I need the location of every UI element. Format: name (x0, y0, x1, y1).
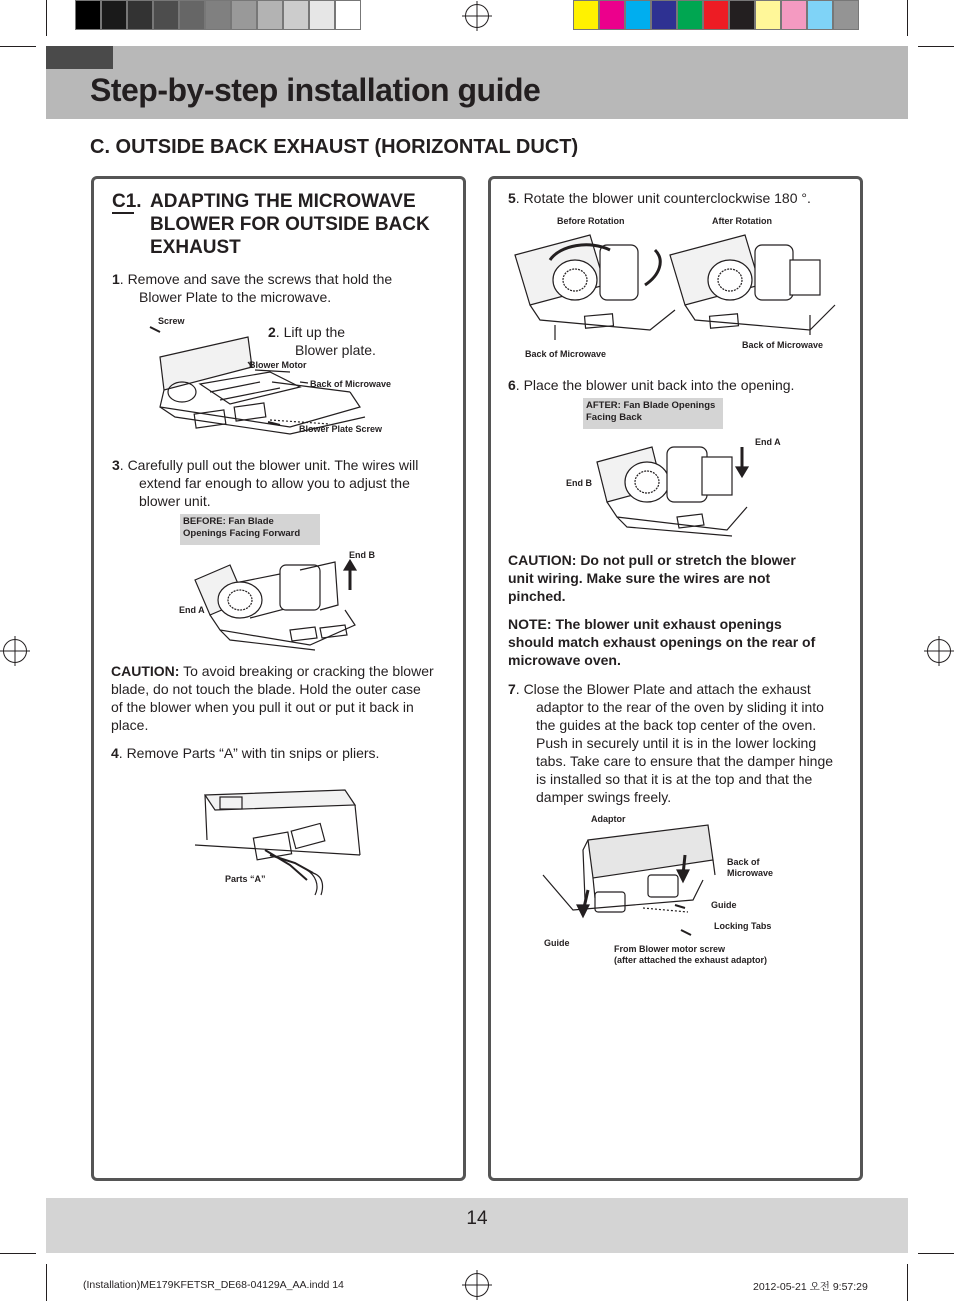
label-back-of-microwave: Back of Microwave (310, 379, 392, 389)
label-back-of-microwave-adaptor: Back of Microwave (727, 857, 774, 878)
caution-text: CAUTION: To avoid breaking or cracking the blower blade, do not touch the blade. Hold the outer case of the blower when you pull it out or put it back in place. (111, 663, 434, 733)
tag-after: AFTER: Fan Blade Openings Facing Back (583, 398, 723, 429)
label-guide-left: Guide (544, 938, 570, 948)
label-adaptor: Adaptor (591, 814, 626, 824)
color-swatch (257, 0, 283, 30)
tag-before: BEFORE: Fan Blade Openings Facing Forward (180, 514, 320, 545)
c1-title: ADAPTING THE MICROWAVE BLOWER FOR OUTSIDE BACK EXHAUST (150, 191, 430, 258)
step-5-text: 5. Rotate the blower unit counterclockwise 180 °. (508, 190, 811, 206)
label-after-rotation: After Rotation (712, 216, 772, 226)
blower-after-illustration (592, 432, 762, 537)
step-4-text: 4. Remove Parts “A” with tin snips or pliers. (111, 745, 380, 761)
step-7-text: 7. Close the Blower Plate and attach the exhaust adaptor to the rear of the oven by sliding it into the guides at the back top center of the oven. Push in securely until it is in the lower locking tabs. Take care to ensure that the damper hinge is installed so that it is at the top and that the damper swings freely. (508, 681, 834, 805)
step-1-text: 1. Remove and save the screws that hold the Blower Plate to the microwave. (112, 271, 393, 305)
color-swatch (729, 0, 755, 30)
crop-mark (907, 1264, 908, 1301)
file-slug: (Installation)ME179KFETSR_DE68-04129A_AA.indd 14 (83, 1279, 344, 1291)
section-title: C. OUTSIDE BACK EXHAUST (HORIZONTAL DUCT) (90, 136, 579, 158)
blower-plate-illustration (140, 312, 410, 437)
color-swatch (283, 0, 309, 30)
c1-number: C1. (112, 191, 142, 212)
date-slug: 2012-05-21 오전 9:57:29 (753, 1281, 868, 1293)
process-color-bar (573, 0, 859, 30)
color-swatch (127, 0, 153, 30)
color-swatch (677, 0, 703, 30)
label-end-a-after: End A (755, 437, 781, 447)
page-title: Step-by-step installation guide (90, 72, 541, 108)
grayscale-color-bar (75, 0, 361, 30)
label-parts-a: Parts “A” (225, 874, 266, 884)
color-swatch (703, 0, 729, 30)
label-back-of-microwave-right: Back of Microwave (742, 340, 824, 350)
label-before-rotation: Before Rotation (557, 216, 625, 226)
label-guide-right: Guide (711, 900, 737, 910)
step-2-text: 2. Lift up the Blower plate. (268, 324, 376, 358)
blower-before-illustration (190, 550, 370, 650)
color-swatch (599, 0, 625, 30)
step-3-text: 3. Carefully pull out the blower unit. The wires will extend far enough to allow you to adjust the blower unit. (112, 457, 419, 509)
color-swatch (309, 0, 335, 30)
label-locking-tabs: Locking Tabs (714, 921, 772, 931)
note-exhaust: NOTE: The blower unit exhaust openings should match exhaust openings on the rear of microwave oven. (508, 616, 816, 668)
color-swatch (231, 0, 257, 30)
label-end-b-after: End B (566, 478, 592, 488)
header-tab (46, 46, 113, 69)
label-screw: Screw (158, 316, 185, 326)
color-swatch (833, 0, 859, 30)
label-blower-motor-screw: From Blower motor screw (after attached the exhaust adaptor) (614, 944, 768, 965)
step-6-text: 6. Place the blower unit back into the opening. (508, 377, 795, 393)
color-swatch (651, 0, 677, 30)
label-end-a: End A (179, 605, 205, 615)
registration-mark-icon (927, 639, 951, 663)
label-end-b: End B (349, 550, 375, 560)
registration-mark-icon (465, 1273, 489, 1297)
crop-mark (918, 46, 954, 47)
registration-mark-icon (3, 639, 27, 663)
crop-mark (0, 46, 36, 47)
crop-mark (0, 1253, 36, 1254)
crop-mark (46, 0, 47, 36)
registration-mark-icon (465, 4, 489, 28)
crop-mark (918, 1253, 954, 1254)
caution-wiring: CAUTION: Do not pull or stretch the blower unit wiring. Make sure the wires are not pinched. (508, 552, 796, 604)
color-swatch (755, 0, 781, 30)
color-swatch (573, 0, 599, 30)
color-swatch (807, 0, 833, 30)
color-swatch (75, 0, 101, 30)
label-back-of-microwave-left: Back of Microwave (525, 349, 607, 359)
color-swatch (101, 0, 127, 30)
crop-mark (907, 0, 908, 36)
color-swatch (205, 0, 231, 30)
remove-parts-a-illustration (195, 785, 365, 895)
label-blower-plate-screw: Blower Plate Screw (299, 424, 383, 434)
color-swatch (625, 0, 651, 30)
crop-mark (46, 1264, 47, 1301)
exhaust-adaptor-illustration (543, 820, 723, 940)
color-swatch (153, 0, 179, 30)
color-swatch (179, 0, 205, 30)
c1-underline (112, 212, 134, 214)
color-swatch (781, 0, 807, 30)
color-swatch (335, 0, 361, 30)
label-blower-motor: Blower Motor (249, 360, 307, 370)
page-number: 14 (466, 1208, 488, 1229)
blower-rotation-illustration (510, 225, 840, 335)
